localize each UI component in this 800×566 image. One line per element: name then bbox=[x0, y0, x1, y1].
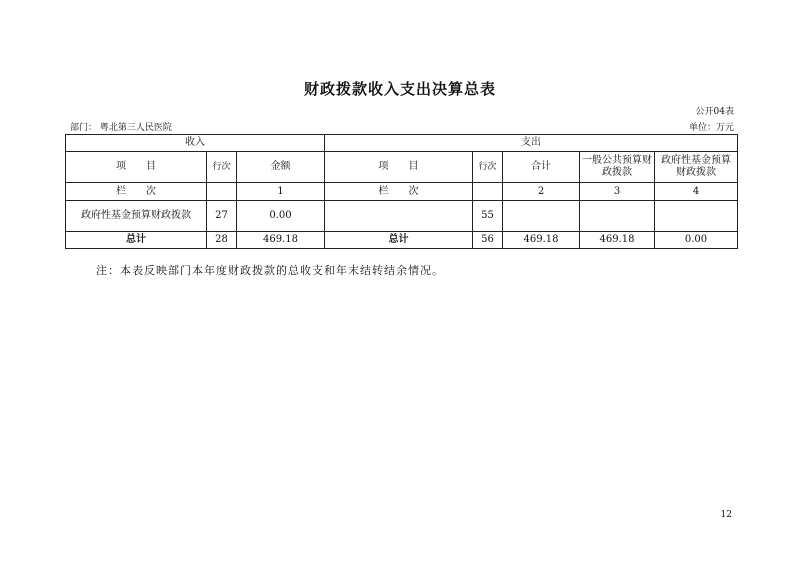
footnote: 注：本表反映部门本年度财政拨款的总收支和年末结转结余情况。 bbox=[96, 264, 444, 277]
index-row bbox=[66, 183, 738, 201]
index-empty-cell bbox=[473, 183, 503, 201]
total-expense-line-no: 56 bbox=[473, 232, 503, 249]
total-expense-label: 总计 bbox=[325, 232, 473, 249]
column-header-row bbox=[66, 152, 738, 183]
row-expense-item bbox=[325, 201, 473, 232]
index-label-expense: 栏 次 bbox=[325, 183, 473, 201]
expense-header: 支出 bbox=[325, 135, 738, 152]
col-expense-item: 项 目 bbox=[325, 152, 473, 183]
index-total: 2 bbox=[503, 183, 580, 201]
row-general-budget bbox=[580, 201, 655, 232]
department-name: 粤北第三人民医院 bbox=[99, 123, 172, 133]
section-header-row bbox=[66, 135, 738, 152]
col-gov-fund-budget: 政府性基金预算财政拨款 bbox=[655, 152, 738, 183]
total-income-line-no: 28 bbox=[207, 232, 237, 249]
index-gov-fund-budget: 4 bbox=[655, 183, 738, 201]
col-income-amount: 金额 bbox=[237, 152, 325, 183]
row-income-line-no: 27 bbox=[207, 201, 237, 232]
department-label: 部门： bbox=[70, 123, 98, 133]
finance-summary-table bbox=[65, 134, 738, 249]
col-general-budget: 一般公共预算财政拨款 bbox=[580, 152, 655, 183]
unit-label: 单位：万元 bbox=[688, 123, 734, 133]
row-gov-fund-budget bbox=[655, 201, 738, 232]
report-title: 财政拨款收入支出决算总表 bbox=[303, 80, 496, 98]
table-row bbox=[66, 201, 738, 232]
total-expense-total: 469.18 bbox=[503, 232, 580, 249]
row-income-amount: 0.00 bbox=[237, 201, 325, 232]
col-income-line-no: 行次 bbox=[207, 152, 237, 183]
income-header: 收入 bbox=[66, 135, 325, 152]
total-income-amount: 469.18 bbox=[237, 232, 325, 249]
table-code: 公开04表 bbox=[695, 107, 734, 117]
col-total: 合计 bbox=[503, 152, 580, 183]
index-label-income: 栏 次 bbox=[66, 183, 207, 201]
row-total bbox=[503, 201, 580, 232]
row-income-item: 政府性基金预算财政拨款 bbox=[66, 201, 207, 232]
col-income-item: 项 目 bbox=[66, 152, 207, 183]
index-amount: 1 bbox=[237, 183, 325, 201]
department-line bbox=[70, 120, 172, 133]
page-number: 12 bbox=[720, 510, 732, 520]
total-general-budget: 469.18 bbox=[580, 232, 655, 249]
index-general-budget: 3 bbox=[580, 183, 655, 201]
total-income-label: 总计 bbox=[66, 232, 207, 249]
index-empty-cell bbox=[207, 183, 237, 201]
total-row bbox=[66, 232, 738, 249]
total-gov-fund-budget: 0.00 bbox=[655, 232, 738, 249]
row-expense-line-no: 55 bbox=[473, 201, 503, 232]
col-expense-line-no: 行次 bbox=[473, 152, 503, 183]
